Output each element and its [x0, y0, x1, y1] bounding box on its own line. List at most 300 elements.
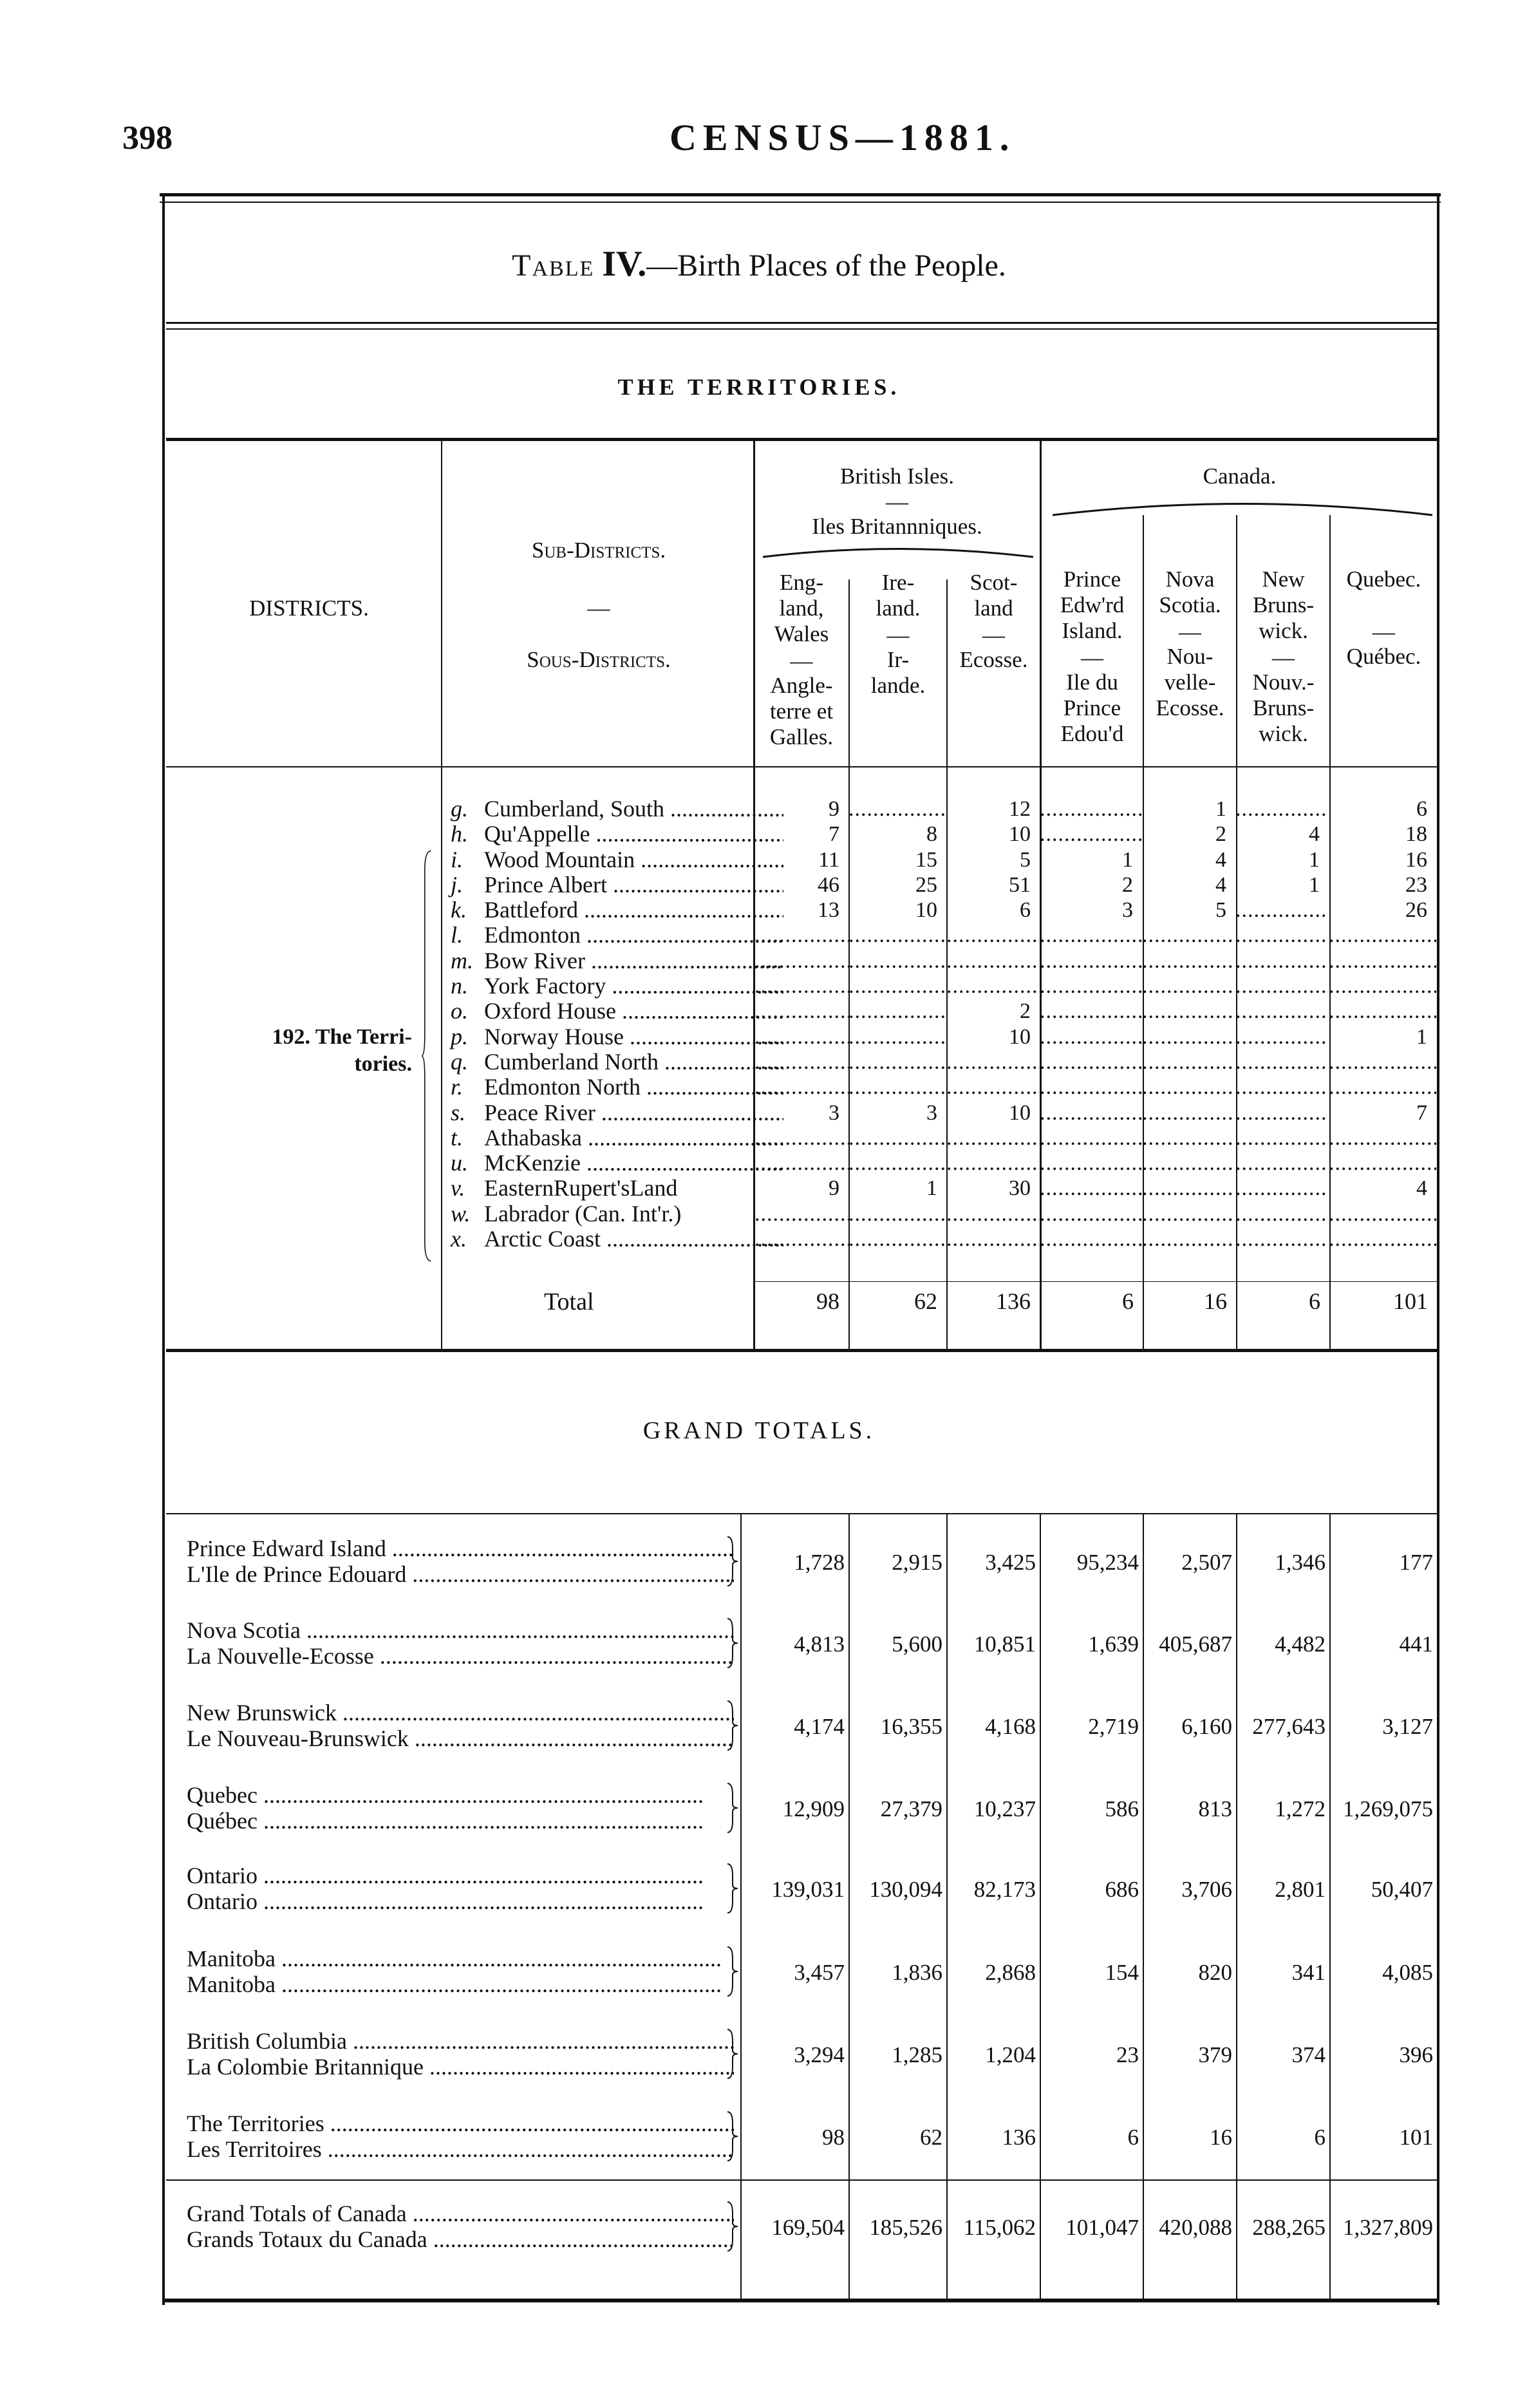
subdistrict-row: [451, 1176, 783, 1201]
subdistrict-row: [451, 1100, 783, 1125]
grand-total-label-en: Nova Scotia .....: [187, 1617, 734, 1643]
grand-total-cell: 10,237: [973, 1796, 1036, 1821]
header-top-rule: [166, 438, 1438, 441]
data-cell: 10: [1009, 822, 1031, 847]
subdistrict-name: Oxford House .....: [484, 999, 783, 1024]
grand-total-cell: 1,836: [892, 1960, 942, 1985]
data-cell: 1: [1309, 847, 1320, 872]
data-cell: 5: [1215, 898, 1226, 923]
iles-britanniques-header: Iles Britannniques.: [812, 514, 982, 539]
grand-total-brace: [726, 1700, 739, 1751]
grand-top-rule: [166, 1513, 1438, 1514]
column-header-6-fr: Nouv.- Bruns- wick.: [1252, 670, 1315, 746]
data-cell: [1235, 898, 1329, 923]
data-cell: [754, 1227, 848, 1252]
data-cell: [1142, 1176, 1235, 1201]
total-cell: 62: [914, 1288, 937, 1314]
grand-col-rule: [848, 1514, 850, 2299]
column-header-7-en: Quebec.: [1346, 567, 1421, 592]
data-cell: [754, 948, 848, 974]
data-row: [754, 999, 1436, 1024]
data-cell: 10: [1009, 1100, 1031, 1125]
column-header-5-fr: Nou- velle- Ecosse.: [1156, 644, 1224, 720]
grand-total-cell: 16,355: [880, 1714, 942, 1739]
data-cell: [1329, 1125, 1436, 1151]
grand-total-cell: 4,174: [794, 1714, 845, 1739]
section-title: THE TERRITORIES.: [617, 374, 901, 400]
total-cell: 136: [996, 1288, 1031, 1314]
data-row: [754, 872, 1436, 898]
grand-total-cell: 5,600: [892, 1632, 942, 1657]
canada-brace: [1049, 493, 1436, 518]
data-row: [754, 1151, 1436, 1176]
subdistrict-name: Peace River .....: [484, 1100, 783, 1125]
data-cell: 1: [1215, 797, 1226, 821]
data-cell: [1235, 1201, 1329, 1227]
district-brace: [422, 798, 432, 1313]
subdistricts-header-en: Sub-Districts.: [531, 538, 666, 563]
data-cell: [848, 1075, 946, 1100]
subdistrict-name: Norway House .....: [484, 1024, 783, 1049]
grand-total-label-en: Manitoba .....: [187, 1946, 734, 1971]
data-cell: [946, 1125, 1040, 1151]
grand-total-label-en: New Brunswick .....: [187, 1700, 734, 1726]
grand-total-cell: 379: [1198, 2042, 1232, 2067]
data-row: [754, 1201, 1436, 1227]
subdistrict-row: [451, 1151, 783, 1176]
header-bottom-rule: [166, 766, 1438, 767]
grand-total-brace: [726, 1863, 739, 1914]
data-cell: [1142, 1125, 1235, 1151]
grand-total-cell: 341: [1291, 1960, 1326, 1985]
column-header-2-fr: Ir- lande.: [870, 647, 926, 698]
column-header-5-dash: —: [1179, 619, 1201, 644]
column-header-4-en: Prince Edw'rd Island.: [1060, 567, 1125, 643]
data-cell: [1142, 1100, 1235, 1125]
subdistrict-row: [451, 847, 783, 872]
data-cell: [1040, 1100, 1142, 1125]
data-cell: [1142, 948, 1235, 974]
data-cell: [1329, 974, 1436, 999]
data-cell: [1235, 923, 1329, 948]
data-row: [754, 847, 1436, 872]
grand-total-label-en: British Columbia .....: [187, 2028, 734, 2054]
data-cell: 6: [1020, 898, 1031, 923]
grand-total-cell: 396: [1399, 2042, 1433, 2067]
grand-total-cell: 101,047: [1065, 2215, 1139, 2240]
subdistrict-letter: g.: [451, 796, 468, 822]
data-row: [754, 1049, 1436, 1075]
subdistrict-letter: x.: [451, 1226, 467, 1252]
subdistrict-letter: l.: [451, 922, 464, 948]
data-cell: 9: [829, 797, 839, 821]
subdistrict-letter: n.: [451, 973, 468, 999]
data-cell: [1040, 1176, 1142, 1201]
column-header-3-dash: —: [982, 623, 1005, 648]
data-cell: 10: [915, 898, 937, 923]
grand-total-cell: 586: [1105, 1796, 1139, 1821]
british-isles-dash: —: [886, 489, 908, 514]
grand-total-cell: 277,643: [1252, 1714, 1326, 1739]
grand-total-cell: 139,031: [771, 1877, 845, 1902]
canada-header: Canada.: [1203, 464, 1277, 489]
grand-total-cell: 6,160: [1181, 1714, 1232, 1739]
data-row: [754, 1125, 1436, 1151]
grand-total-cell: 185,526: [869, 2215, 942, 2240]
data-row: [754, 974, 1436, 999]
data-cell: [848, 974, 946, 999]
grand-total-cell: 177: [1399, 1550, 1433, 1575]
title-rule-thin: [166, 328, 1438, 330]
data-cell: [848, 1227, 946, 1252]
column-header-6-en: New Bruns- wick.: [1252, 567, 1315, 643]
data-cell: [1235, 1075, 1329, 1100]
subdistrict-letter: i.: [451, 846, 464, 872]
subdistrict-letter: o.: [451, 998, 468, 1024]
grand-total-cell: 3,127: [1382, 1714, 1433, 1739]
data-cell: 12: [1009, 797, 1031, 821]
data-cell: [754, 1125, 848, 1151]
territories-bottom-rule: [166, 1349, 1438, 1352]
grand-total-label: [187, 1782, 734, 1834]
grand-col-rule: [740, 1514, 742, 2299]
grand-total-cell: 169,504: [771, 2215, 845, 2240]
grand-total-label: [187, 1946, 734, 1997]
frame-left: [162, 193, 165, 2305]
grand-total-label-fr: Québec .....: [187, 1808, 734, 1834]
grand-total-rule: [166, 2179, 1438, 2181]
data-cell: [1142, 1075, 1235, 1100]
grand-col-rule: [1040, 1514, 1041, 2299]
col-rule-sub: [441, 441, 442, 1349]
district-number: 192.: [272, 1025, 310, 1049]
grand-col-rule: [946, 1514, 948, 2299]
data-row: [754, 923, 1436, 948]
data-cell: 18: [1405, 822, 1427, 847]
data-cell: [1235, 1227, 1329, 1252]
data-cell: 2: [1122, 872, 1133, 897]
total-cell: 6: [1309, 1288, 1320, 1314]
data-cell: 3: [926, 1100, 937, 1125]
data-cell: 25: [915, 872, 937, 897]
grand-total-label-en: The Territories .....: [187, 2111, 734, 2136]
data-cell: [1329, 948, 1436, 974]
subdistrict-name: Cumberland, South .....: [484, 796, 783, 822]
grand-total-cell: 405,687: [1159, 1632, 1232, 1657]
data-cell: [1142, 1227, 1235, 1252]
subdistrict-name: Qu'Appelle .....: [484, 822, 783, 847]
data-cell: [1142, 923, 1235, 948]
data-cell: [1040, 1125, 1142, 1151]
subdistricts-header-fr: Sous-Districts.: [527, 647, 671, 672]
data-cell: 4: [1416, 1176, 1427, 1201]
grand-total-brace: [726, 1536, 739, 1587]
data-cell: 9: [829, 1176, 839, 1201]
grand-total-cell: 3,425: [985, 1550, 1036, 1575]
data-cell: [946, 923, 1040, 948]
grand-total-cell: 2,507: [1181, 1550, 1232, 1575]
data-cell: [1329, 1201, 1436, 1227]
subdistrict-name: Cumberland North .....: [484, 1049, 783, 1075]
grand-total-cell: 2,915: [892, 1550, 942, 1575]
grand-total-cell: 420,088: [1159, 2215, 1232, 2240]
data-cell: [1040, 974, 1142, 999]
column-header-1-fr: Angle- terre et Galles.: [769, 673, 834, 749]
data-cell: [1142, 1201, 1235, 1227]
subdistrict-name: Bow River .....: [484, 948, 783, 974]
grand-total-cell: 2,719: [1088, 1714, 1139, 1739]
subdistrict-row: [451, 1201, 783, 1227]
data-cell: [946, 974, 1040, 999]
subdistrict-row: [451, 948, 783, 974]
grand-total-cell: 820: [1198, 1960, 1232, 1985]
data-cell: 10: [1009, 1024, 1031, 1049]
data-cell: [1235, 999, 1329, 1024]
top-rule-thin: [160, 202, 1441, 203]
grand-total-cell: 2,868: [985, 1960, 1036, 1985]
grand-total-brace: [726, 1617, 739, 1669]
data-cell: 23: [1405, 872, 1427, 897]
district-name-line1: The Terri-: [315, 1025, 412, 1049]
data-cell: [1142, 1049, 1235, 1075]
data-cell: 3: [829, 1100, 839, 1125]
data-row: [754, 1024, 1436, 1049]
data-cell: 16: [1405, 847, 1427, 872]
title-rule: [166, 322, 1438, 324]
grand-total-label: [187, 1863, 734, 1914]
grand-total-brace: [726, 2201, 739, 2252]
running-head: CENSUS—1881.: [670, 117, 1016, 158]
grand-total-label: [187, 1700, 734, 1751]
grand-total-cell: 1,285: [892, 2042, 942, 2067]
data-cell: 6: [1416, 797, 1427, 821]
grand-total-cell: 136: [1002, 2125, 1036, 2150]
data-cell: 30: [1009, 1176, 1031, 1201]
data-cell: [1329, 1227, 1436, 1252]
data-cell: 1: [1416, 1024, 1427, 1049]
grand-total-label: [187, 2201, 734, 2252]
grand-total-cell: 6: [1127, 2125, 1139, 2150]
table-title: [0, 243, 1518, 285]
table-label: Table: [512, 249, 595, 283]
total-cell: 101: [1393, 1288, 1428, 1314]
grand-total-cell: 2,801: [1275, 1877, 1326, 1902]
subdistrict-letter: r.: [451, 1074, 464, 1100]
british-isles-header: British Isles.: [840, 464, 954, 489]
data-cell: [848, 1024, 946, 1049]
subdistrict-letter: w.: [451, 1200, 471, 1227]
grand-total-label-fr: Le Nouveau-Brunswick .....: [187, 1726, 734, 1751]
column-header-5-en: Nova Scotia.: [1159, 567, 1221, 617]
data-cell: [1329, 1151, 1436, 1176]
subdistrict-row: [451, 1227, 783, 1252]
subdistrict-letter: p.: [451, 1023, 468, 1049]
data-cell: [1235, 948, 1329, 974]
grand-total-cell: 130,094: [869, 1877, 942, 1902]
data-cell: 7: [1416, 1100, 1427, 1125]
subdistricts-dash: —: [587, 596, 610, 621]
subdistrict-letter: s.: [451, 1099, 466, 1125]
grand-total-label-fr: Les Territoires .....: [187, 2136, 734, 2162]
data-cell: [1235, 1125, 1329, 1151]
data-cell: [754, 1049, 848, 1075]
data-cell: 2: [1215, 822, 1226, 847]
british-isles-brace: [760, 541, 1036, 560]
data-cell: [1235, 1151, 1329, 1176]
data-cell: 4: [1215, 847, 1226, 872]
subdistrict-row: [451, 1024, 783, 1049]
top-rule: [160, 193, 1441, 196]
grand-total-label-en: Grand Totals of Canada .....: [187, 2201, 734, 2226]
subdistrict-name: Labrador (Can. Int'r.): [484, 1201, 682, 1227]
data-cell: 1: [926, 1176, 937, 1201]
total-cell: 16: [1204, 1288, 1227, 1314]
grand-total-label-fr: Ontario .....: [187, 1888, 734, 1914]
subdistrict-row: [451, 796, 783, 822]
data-cell: [946, 948, 1040, 974]
data-cell: [848, 999, 946, 1024]
subdistrict-letter: h.: [451, 821, 468, 847]
subdistrict-name: Athabaska .....: [484, 1125, 783, 1151]
data-cell: [1040, 948, 1142, 974]
data-cell: 51: [1009, 872, 1031, 897]
data-cell: [1040, 1024, 1142, 1049]
data-cell: [1040, 1201, 1142, 1227]
subdistrict-name: Edmonton North .....: [484, 1075, 783, 1100]
subdistrict-name: Edmonton .....: [484, 923, 783, 948]
data-cell: [1235, 1024, 1329, 1049]
grand-total-label: [187, 2028, 734, 2080]
data-row: [754, 898, 1436, 923]
grand-total-label-fr: Manitoba .....: [187, 1971, 734, 1997]
grand-total-cell: 27,379: [880, 1796, 942, 1821]
data-cell: [754, 1201, 848, 1227]
column-header-3-fr: Ecosse.: [959, 647, 1028, 672]
data-cell: [1142, 999, 1235, 1024]
subdistrict-list: [451, 796, 783, 1252]
data-cell: [1040, 1075, 1142, 1100]
data-cell: 7: [829, 822, 839, 847]
grand-total-brace: [726, 1946, 739, 1997]
data-row: [754, 822, 1436, 847]
grand-total-cell: 4,482: [1275, 1632, 1326, 1657]
grand-total-cell: 10,851: [973, 1632, 1036, 1657]
grand-totals-title: GRAND TOTALS.: [642, 1417, 876, 1444]
grand-total-cell: 82,173: [973, 1877, 1036, 1902]
district-name: [180, 1024, 412, 1078]
grand-total-cell: 1,269,075: [1343, 1796, 1433, 1821]
data-row: [754, 796, 1436, 822]
grand-total-cell: 4,813: [794, 1632, 845, 1657]
data-cell: [1235, 1049, 1329, 1075]
data-cell: [754, 1151, 848, 1176]
district-name-line2: tories.: [354, 1052, 412, 1076]
data-cell: [946, 1075, 1040, 1100]
grand-total-cell: 1,346: [1275, 1550, 1326, 1575]
data-cell: [1329, 1075, 1436, 1100]
data-cell: [1142, 1151, 1235, 1176]
column-header-2-en: Ire- land.: [876, 570, 921, 621]
grand-total-label: [187, 1536, 734, 1587]
column-header-3-en: Scot- land: [970, 570, 1018, 621]
grand-total-label-en: Quebec .....: [187, 1782, 734, 1808]
subdistrict-name: Wood Mountain .....: [484, 847, 783, 872]
grand-total-brace: [726, 2111, 739, 2162]
data-cell: [848, 1125, 946, 1151]
subdistrict-letter: t.: [451, 1124, 464, 1151]
subdistrict-name: Prince Albert .....: [484, 872, 783, 898]
column-header-2-dash: —: [886, 623, 910, 648]
subdistrict-row: [451, 1049, 783, 1075]
data-cell: [1235, 1100, 1329, 1125]
data-cell: 13: [818, 898, 839, 923]
subdistrict-row: [451, 923, 783, 948]
data-cell: [946, 1151, 1040, 1176]
subdistrict-row: [451, 822, 783, 847]
data-cell: [848, 1201, 946, 1227]
data-cell: [1329, 999, 1436, 1024]
data-cell: 26: [1405, 898, 1427, 923]
subdistrict-letter: j.: [451, 871, 464, 898]
data-cell: 1: [1122, 847, 1133, 872]
data-row: [754, 1227, 1436, 1252]
column-header-4-fr: Ile du Prince Edou'd: [1060, 670, 1124, 746]
data-cell: [1040, 822, 1142, 847]
grand-total-cell: 1,272: [1275, 1796, 1326, 1821]
data-row: [754, 1100, 1436, 1125]
total-cell: 98: [816, 1288, 839, 1314]
grand-total-label-fr: L'Ile de Prince Edouard .....: [187, 1561, 734, 1587]
data-cell: [1040, 1151, 1142, 1176]
data-cell: [754, 923, 848, 948]
grand-total-cell: 101: [1399, 2125, 1433, 2150]
subdistrict-name: EasternRupert'sLand: [484, 1176, 678, 1201]
data-cell: 4: [1215, 872, 1226, 897]
data-row: [754, 1075, 1436, 1100]
data-cell: [848, 948, 946, 974]
data-cell: 11: [818, 847, 839, 872]
table-number: IV.: [602, 244, 647, 284]
column-header-6-dash: —: [1272, 645, 1295, 670]
data-cell: [1235, 974, 1329, 999]
grand-total-cell: 115,062: [963, 2215, 1036, 2240]
subdistrict-row: [451, 974, 783, 999]
grand-total-label-en: Prince Edward Island .....: [187, 1536, 734, 1561]
grand-total-cell: 95,234: [1076, 1550, 1139, 1575]
data-cell: [1142, 974, 1235, 999]
column-header-4-dash: —: [1081, 645, 1103, 670]
subdistrict-row: [451, 1075, 783, 1100]
grand-total-cell: 1,204: [985, 2042, 1036, 2067]
column-header-1-dash: —: [790, 648, 813, 673]
grand-total-brace: [726, 1782, 739, 1834]
grand-total-label-fr: La Nouvelle-Ecosse .....: [187, 1643, 734, 1669]
subdistrict-letter: m.: [451, 947, 473, 974]
grand-total-cell: 154: [1105, 1960, 1139, 1985]
grand-total-cell: 23: [1116, 2042, 1139, 2067]
subdistrict-name: McKenzie .....: [484, 1151, 783, 1176]
grand-total-label-fr: Grands Totaux du Canada .....: [187, 2226, 734, 2252]
data-cell: 5: [1020, 847, 1031, 872]
grand-col-rule: [1236, 1514, 1237, 2299]
grand-total-cell: 3,706: [1181, 1877, 1232, 1902]
subdistrict-row: [451, 872, 783, 898]
grand-total-cell: 288,265: [1252, 2215, 1326, 2240]
grand-col-rule: [1329, 1514, 1331, 2299]
data-row: [754, 1176, 1436, 1201]
data-cell: [848, 796, 946, 822]
data-cell: 46: [818, 872, 839, 897]
